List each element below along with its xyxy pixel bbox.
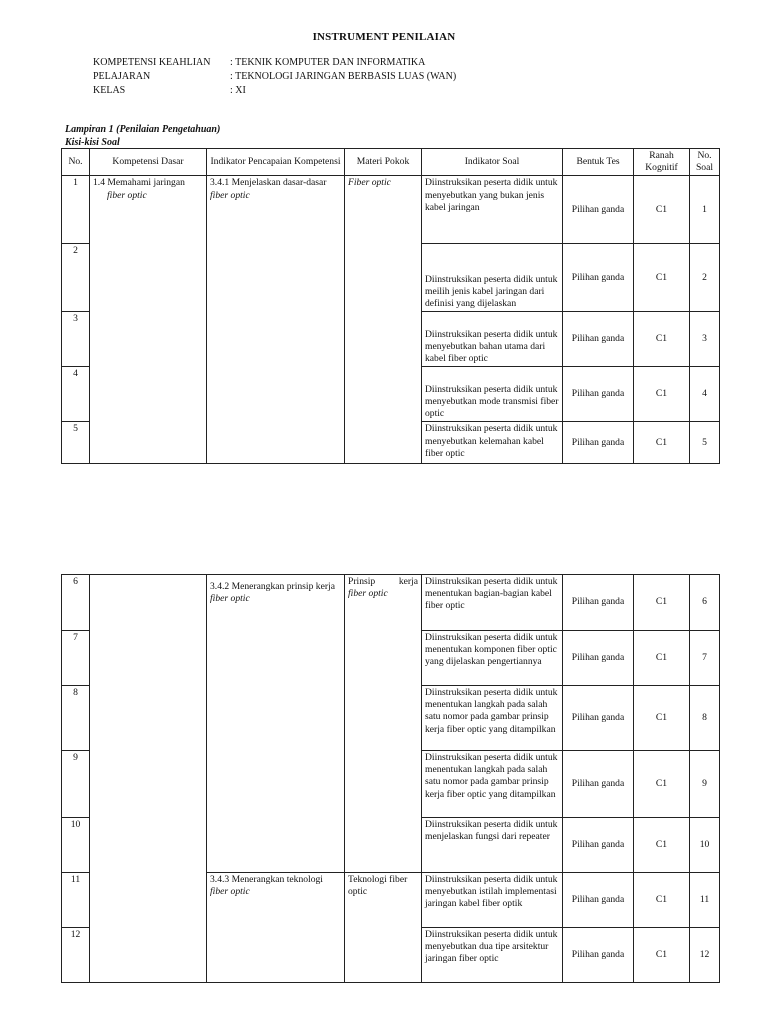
meta-label: PELAJARAN [93, 71, 151, 82]
indikator-soal: Diinstruksikan peserta didik untuk menentukan komponen fiber optic yang dijelaskan pengertiannya [422, 631, 563, 686]
kompetensi-dasar-cell [90, 176, 207, 464]
materi-italic: fiber optic [348, 588, 388, 600]
document-title: INSTRUMENT PENILAIAN [312, 31, 456, 43]
row-no: 12 [62, 928, 90, 983]
indikator-soal: Diinstruksikan peserta didik untuk menyebutkan yang bukan jenis kabel jaringan [422, 176, 563, 244]
row-no: 9 [62, 751, 90, 818]
bentuk-tes: Pilihan ganda [563, 751, 634, 818]
bentuk-tes: Pilihan ganda [563, 367, 634, 422]
ipk-text: 3.4.2 Menerangkan prinsip kerja [210, 581, 335, 592]
ranah-kognitif: C1 [634, 367, 690, 422]
no-soal: 5 [690, 422, 720, 464]
ranah-kognitif: C1 [634, 422, 690, 464]
bentuk-tes: Pilihan ganda [563, 631, 634, 686]
meta-value: : TEKNOLOGI JARINGAN BERBASIS LUAS (WAN) [230, 71, 457, 82]
appendix-heading [65, 123, 220, 149]
meta-label: KELAS [93, 85, 126, 96]
bentuk-tes: Pilihan ganda [563, 928, 634, 983]
kisi-table-part-2 [61, 574, 720, 983]
indikator-soal: Diinstruksikan peserta didik untuk meilih jenis kabel jaringan dari definisi yang dijelaskan [422, 244, 563, 312]
header-kompetensi-dasar: Kompetensi Dasar [90, 149, 207, 176]
no-soal: 2 [690, 244, 720, 312]
kd-text: 1.4 Memahami jaringan [93, 177, 185, 189]
ranah-kognitif: C1 [634, 818, 690, 873]
ipk-text: 3.4.1 Menjelaskan dasar-dasar [210, 177, 327, 189]
no-soal: 8 [690, 686, 720, 751]
materi-word: Prinsip [348, 576, 376, 587]
indikator-soal: Diinstruksikan peserta didik untuk menentukan langkah pada salah satu nomor pada gambar prinsip kerja fiber optic yang ditampilkan [422, 751, 563, 818]
bentuk-tes: Pilihan ganda [563, 422, 634, 464]
ipk-italic: fiber optic [210, 189, 250, 201]
header-indikator-pencapaian: Indikator Pencapaian Kompetensi [207, 149, 345, 176]
indikator-soal: Diinstruksikan peserta didik untuk menjelaskan fungsi dari repeater [422, 818, 563, 873]
row-no: 10 [62, 818, 90, 873]
table-row [62, 575, 720, 631]
bentuk-tes: Pilihan ganda [563, 818, 634, 873]
row-no: 2 [62, 244, 90, 312]
header-bentuk-tes: Bentuk Tes [563, 149, 634, 176]
bentuk-tes: Pilihan ganda [563, 575, 634, 631]
ipk-italic: fiber optic [210, 886, 250, 898]
indikator-soal: Diinstruksikan peserta didik untuk menentukan langkah pada salah satu nomor pada gambar prinsip kerja fiber optic yang ditampilkan [422, 686, 563, 751]
indikator-soal: Diinstruksikan peserta didik untuk menyebutkan kelemahan kabel fiber optic [422, 422, 563, 464]
no-soal: 4 [690, 367, 720, 422]
ipk-text: 3.4.3 Menerangkan teknologi [210, 874, 323, 885]
table-row [62, 176, 720, 244]
indikator-soal: Diinstruksikan peserta didik untuk menyebutkan istilah implementasi jaringan kabel fiber optik [422, 873, 563, 928]
bentuk-tes: Pilihan ganda [563, 312, 634, 367]
ranah-kognitif: C1 [634, 873, 690, 928]
materi-cell [345, 176, 422, 464]
header-indikator-soal: Indikator Soal [422, 149, 563, 176]
no-soal: 1 [690, 176, 720, 244]
row-no: 7 [62, 631, 90, 686]
ranah-kognitif: C1 [634, 176, 690, 244]
materi-cell [345, 575, 422, 873]
ranah-kognitif: C1 [634, 928, 690, 983]
row-no: 11 [62, 873, 90, 928]
ipk-cell [207, 873, 345, 983]
header-ranah-kognitif: Ranah Kognitif [634, 149, 690, 176]
indikator-soal: Diinstruksikan peserta didik untuk menentukan bagian-bagian kabel fiber optic [422, 575, 563, 631]
ranah-kognitif: C1 [634, 686, 690, 751]
materi-line [348, 576, 418, 588]
row-no: 5 [62, 422, 90, 464]
lampiran-title: Lampiran 1 (Penilaian Pengetahuan) [65, 124, 221, 135]
no-soal: 6 [690, 575, 720, 631]
row-no: 4 [62, 367, 90, 422]
kompetensi-dasar-cell [90, 575, 207, 983]
materi-italic: Fiber optic [348, 177, 391, 189]
bentuk-tes: Pilihan ganda [563, 686, 634, 751]
kisi-title: Kisi-kisi Soal [65, 137, 120, 148]
meta-label: KOMPETENSI KEAHLIAN [93, 57, 211, 68]
no-soal: 9 [690, 751, 720, 818]
row-no: 3 [62, 312, 90, 367]
indikator-soal: Diinstruksikan peserta didik untuk menyebutkan mode transmisi fiber optic [422, 367, 563, 422]
ranah-kognitif: C1 [634, 575, 690, 631]
meta-value: : XI [230, 85, 246, 96]
header-no-soal: No. Soal [690, 149, 720, 176]
kd-italic: fiber optic [107, 189, 147, 201]
ranah-kognitif: C1 [634, 244, 690, 312]
materi-cell: Teknologi fiber optic [345, 873, 422, 983]
ranah-kognitif: C1 [634, 751, 690, 818]
ipk-cell [207, 176, 345, 464]
meta-value: : TEKNIK KOMPUTER DAN INFORMATIKA [230, 57, 426, 68]
no-soal: 7 [690, 631, 720, 686]
row-no: 6 [62, 575, 90, 631]
table-header-row [62, 149, 720, 176]
header-materi-pokok: Materi Pokok [345, 149, 422, 176]
no-soal: 3 [690, 312, 720, 367]
indikator-soal: Diinstruksikan peserta didik untuk menyebutkan dua tipe arsitektur jaringan fiber optic [422, 928, 563, 983]
header-no: No. [62, 149, 90, 176]
ipk-italic: fiber optic [210, 593, 250, 605]
materi-word: kerja [398, 576, 418, 587]
ipk-cell [207, 575, 345, 873]
no-soal: 12 [690, 928, 720, 983]
no-soal: 11 [690, 873, 720, 928]
bentuk-tes: Pilihan ganda [563, 873, 634, 928]
no-soal: 10 [690, 818, 720, 873]
bentuk-tes: Pilihan ganda [563, 176, 634, 244]
row-no: 8 [62, 686, 90, 751]
bentuk-tes: Pilihan ganda [563, 244, 634, 312]
row-no: 1 [62, 176, 90, 244]
ranah-kognitif: C1 [634, 631, 690, 686]
indikator-soal: Diinstruksikan peserta didik untuk menyebutkan bahan utama dari kabel fiber optic [422, 312, 563, 367]
ranah-kognitif: C1 [634, 312, 690, 367]
kisi-table-part-1 [61, 148, 720, 464]
